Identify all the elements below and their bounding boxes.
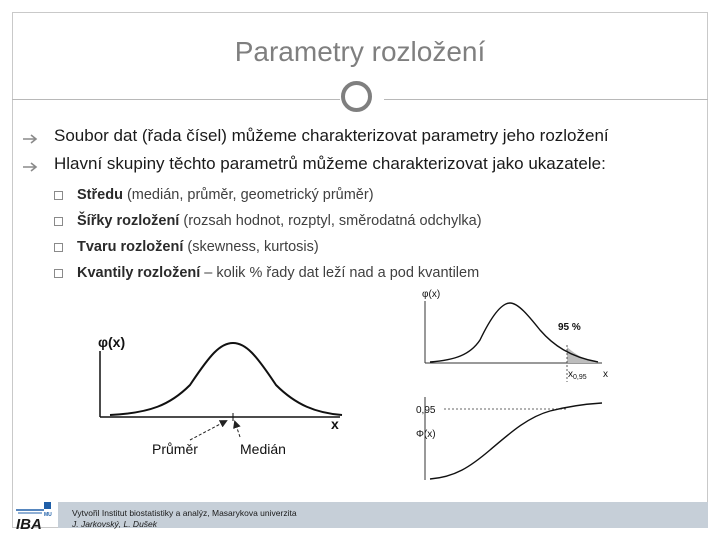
bullet-item <box>22 150 702 178</box>
pdf-x-label: x <box>603 369 608 380</box>
logo-small-text: MU <box>44 512 52 518</box>
sub-bullet-strong: Šířky rozložení <box>77 213 180 229</box>
quantile-label-main: x <box>568 369 573 380</box>
bullet-arrow-icon <box>22 158 40 170</box>
x-axis-label: x <box>331 416 339 432</box>
square-bullet-icon <box>54 217 63 226</box>
sub-bullet-strong: Tvaru rozložení <box>77 239 184 255</box>
mean-arrow <box>190 421 226 440</box>
square-bullet-icon <box>54 243 63 252</box>
bullet-text: Soubor dat (řada čísel) můžeme charakterizovat parametry jeho rozložení <box>54 126 609 145</box>
pdf-label: φ(x) <box>422 289 441 300</box>
bullet-item <box>22 122 702 150</box>
sub-bullet-rest: – kolik % řady dat leží nad a pod kvantilem <box>200 265 480 281</box>
bullet-text: Hlavní skupiny těchto parametrů můžeme charakterizovat jako ukazatele: <box>54 154 606 173</box>
quantile-label-sub: 0,95 <box>573 374 587 381</box>
normal-curve <box>110 343 342 415</box>
logo-text: IBA <box>16 516 42 530</box>
sub-bullet-rest: (skewness, kurtosis) <box>183 239 319 255</box>
square-bullet-icon <box>54 269 63 278</box>
pdf-axis-label: φ(x) <box>98 334 126 350</box>
quantile-label <box>568 369 587 381</box>
bullet-arrow-icon <box>22 130 40 142</box>
cdf-curve <box>430 403 602 479</box>
sub-bullet-strong: Kvantily rozložení <box>77 265 201 281</box>
mean-label: Průměr <box>152 441 198 457</box>
cdf-value-label: 0,95 <box>416 405 436 416</box>
normal-distribution-figure <box>90 325 370 465</box>
sub-bullet-item <box>54 234 702 260</box>
sub-bullet-item <box>54 260 702 286</box>
sub-bullet-strong: Středu <box>77 187 123 203</box>
slide-title: Parametry rozložení <box>234 36 486 67</box>
sub-bullet-item <box>54 182 702 208</box>
divider-ring-ornament <box>341 81 372 112</box>
footer-line-authors: J. Jarkovský, L. Dušek <box>72 519 158 529</box>
quantile-figure <box>410 285 640 490</box>
sub-bullet-rest: (rozsah hodnot, rozptyl, směrodatná odchylka) <box>179 213 482 229</box>
title-divider-left <box>12 99 340 100</box>
sub-bullet-item <box>54 208 702 234</box>
iba-logo <box>14 500 54 530</box>
title-divider-right <box>384 99 708 100</box>
footer-line-institute: Vytvořil Institut biostatistiky a analýz, Masarykova univerzita <box>72 508 297 518</box>
footer-credits <box>72 508 297 530</box>
sub-bullet-rest: (medián, průměr, geometrický průměr) <box>122 187 374 203</box>
median-label: Medián <box>240 441 286 457</box>
bullet-list <box>22 122 702 286</box>
cdf-label: Φ(x) <box>416 429 436 440</box>
median-arrow <box>235 422 240 437</box>
square-bullet-icon <box>54 191 63 200</box>
percent-label: 95 % <box>558 322 581 333</box>
